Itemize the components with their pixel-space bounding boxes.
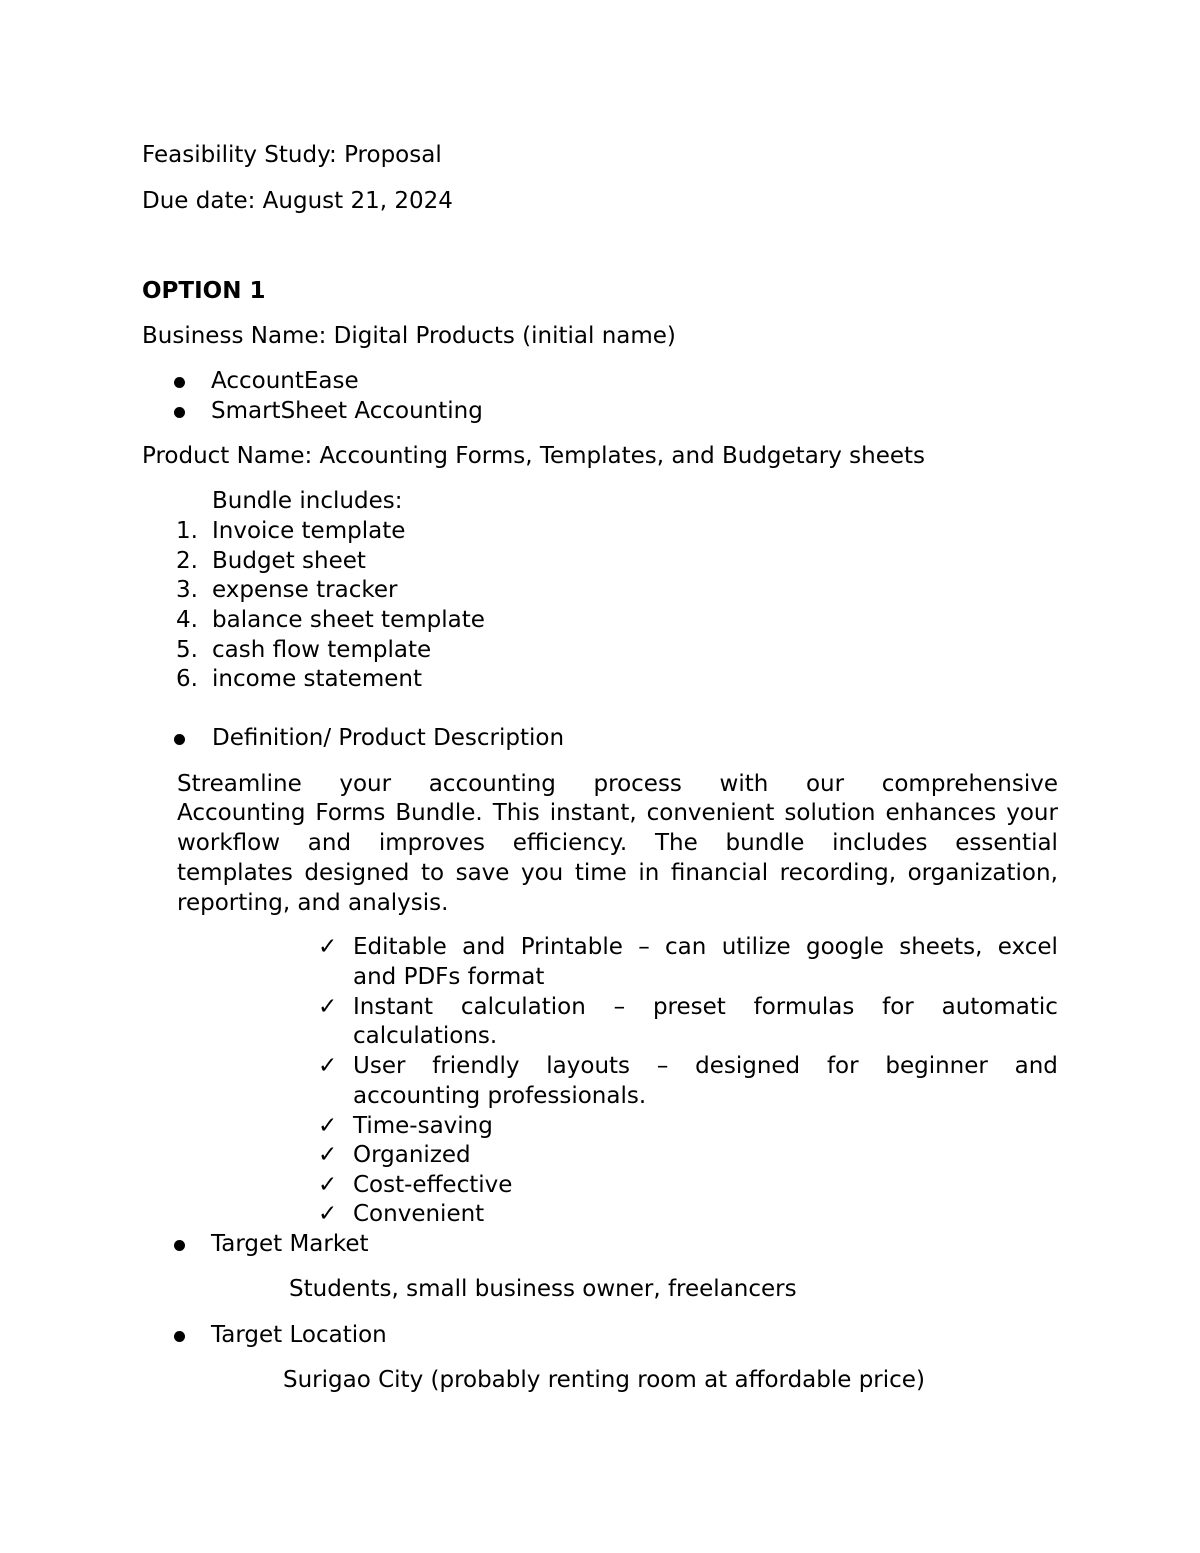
word: for: [882, 994, 914, 1020]
check-icon: ✓: [318, 1172, 338, 1198]
word: improves: [378, 830, 485, 856]
list-number: 5.: [176, 637, 198, 663]
target-market-heading: Target Market: [211, 1231, 369, 1257]
description-heading: Definition/ Product Description: [212, 725, 565, 751]
word: and: [307, 830, 352, 856]
list-number: 2.: [176, 548, 198, 574]
target-market-value: Students, small business owner, freelancers: [289, 1276, 797, 1302]
check-icon: ✓: [318, 934, 338, 960]
description-line: [177, 828, 1058, 858]
bullet-icon: [174, 407, 185, 418]
word: templates: [177, 860, 293, 886]
word: for: [826, 1053, 859, 1079]
document-title: Feasibility Study: Proposal: [142, 142, 442, 168]
bundle-item: expense tracker: [212, 577, 398, 603]
feature-line: [353, 932, 1058, 962]
word: utilize: [721, 934, 791, 960]
word: Instant: [353, 994, 434, 1020]
word: you: [521, 860, 564, 886]
word: Bundle.: [395, 800, 483, 826]
word: beginner: [885, 1053, 988, 1079]
word: Editable: [353, 934, 447, 960]
word: automatic: [941, 994, 1058, 1020]
word: to: [420, 860, 445, 886]
feature-item: Time-saving: [353, 1113, 493, 1139]
word: and: [1014, 1053, 1058, 1079]
word: enhances: [885, 800, 997, 826]
word: your: [339, 771, 392, 797]
word: save: [455, 860, 510, 886]
word: –: [613, 994, 626, 1020]
check-icon: ✓: [318, 1053, 338, 1079]
word: in: [638, 860, 660, 886]
word: formulas: [753, 994, 855, 1020]
word: essential: [955, 830, 1058, 856]
word: –: [638, 934, 650, 960]
word: can: [665, 934, 707, 960]
word: User: [353, 1053, 406, 1079]
word: –: [656, 1053, 669, 1079]
word: and: [462, 934, 506, 960]
word: layouts: [546, 1053, 631, 1079]
feature-line: [353, 1051, 1058, 1081]
check-icon: ✓: [318, 1113, 338, 1139]
word: organization,: [907, 860, 1058, 886]
bullet-icon: [174, 1240, 185, 1251]
word: google: [806, 934, 884, 960]
word: The: [654, 830, 698, 856]
bundle-item: Invoice template: [212, 518, 406, 544]
product-name: Product Name: Accounting Forms, Templates, and Budgetary sheets: [142, 443, 926, 469]
business-name-item: SmartSheet Accounting: [211, 398, 483, 424]
bullet-icon: [174, 377, 185, 388]
word: excel: [997, 934, 1058, 960]
feature-item: Convenient: [353, 1201, 485, 1227]
word: accounting: [428, 771, 556, 797]
word: our: [805, 771, 845, 797]
word: instant,: [549, 800, 637, 826]
word: with: [719, 771, 769, 797]
word: Streamline: [177, 771, 302, 797]
word: financial: [670, 860, 769, 886]
target-location-value: Surigao City (probably renting room at affordable price): [283, 1367, 925, 1393]
description-line: [177, 769, 1058, 799]
word: time: [574, 860, 627, 886]
word: designed: [695, 1053, 801, 1079]
feature-line: [353, 992, 1058, 1022]
word: Forms: [315, 800, 386, 826]
word: preset: [652, 994, 726, 1020]
business-name-item: AccountEase: [211, 368, 359, 394]
list-number: 1.: [176, 518, 198, 544]
word: This: [492, 800, 540, 826]
word: workflow: [177, 830, 281, 856]
word: recording,: [779, 860, 897, 886]
word: calculation: [460, 994, 586, 1020]
bullet-icon: [174, 734, 185, 745]
check-icon: ✓: [318, 1142, 338, 1168]
word: comprehensive: [881, 771, 1058, 797]
bundle-item: Budget sheet: [212, 548, 366, 574]
word: process: [593, 771, 682, 797]
feature-continuation: accounting professionals.: [353, 1083, 647, 1109]
feature-item: Cost-effective: [353, 1172, 513, 1198]
word: sheets,: [899, 934, 983, 960]
word: Accounting: [177, 800, 306, 826]
due-date: Due date: August 21, 2024: [142, 188, 453, 214]
list-number: 4.: [176, 607, 198, 633]
list-number: 6.: [176, 666, 198, 692]
option-heading: OPTION 1: [142, 278, 266, 304]
bundle-label: Bundle includes:: [212, 488, 403, 514]
feature-continuation: calculations.: [353, 1023, 498, 1049]
description-line: [177, 798, 1058, 828]
word: includes: [832, 830, 928, 856]
target-location-heading: Target Location: [211, 1322, 387, 1348]
word: efficiency.: [512, 830, 628, 856]
word: your: [1006, 800, 1058, 826]
bundle-item: income statement: [212, 666, 422, 692]
bundle-item: balance sheet template: [212, 607, 485, 633]
check-icon: ✓: [318, 1201, 338, 1227]
feature-continuation: and PDFs format: [353, 964, 545, 990]
word: friendly: [432, 1053, 520, 1079]
word: bundle: [725, 830, 805, 856]
check-icon: ✓: [318, 994, 338, 1020]
description-line: [177, 858, 1058, 888]
business-name: Business Name: Digital Products (initial name): [142, 323, 676, 349]
bullet-icon: [174, 1331, 185, 1342]
word: convenient: [646, 800, 775, 826]
list-number: 3.: [176, 577, 198, 603]
word: Printable: [520, 934, 623, 960]
feature-item: Organized: [353, 1142, 471, 1168]
word: designed: [304, 860, 410, 886]
description-last-line: reporting, and analysis.: [177, 890, 449, 916]
word: solution: [784, 800, 876, 826]
bundle-item: cash flow template: [212, 637, 432, 663]
